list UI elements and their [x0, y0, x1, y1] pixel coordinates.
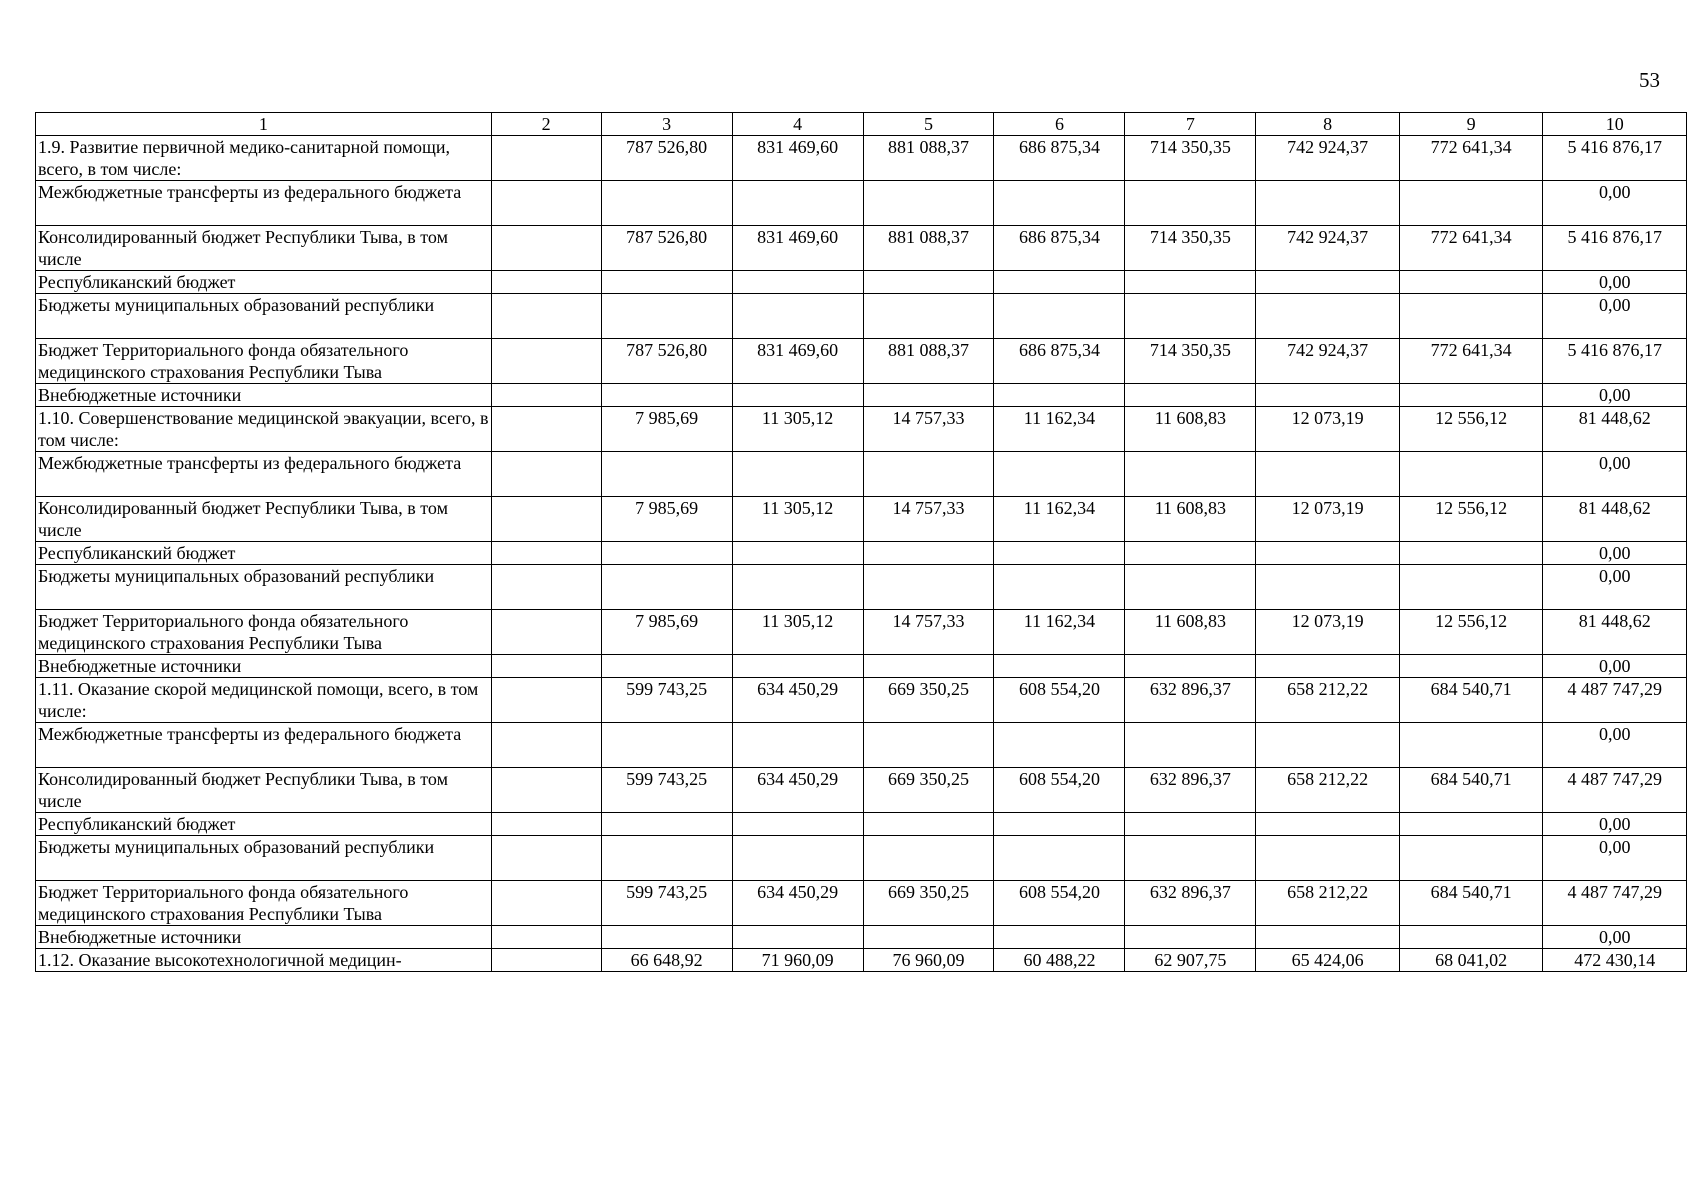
- value-cell: 599 743,25: [601, 881, 732, 926]
- value-cell: [601, 384, 732, 407]
- value-cell: [732, 271, 863, 294]
- value-cell: [1399, 384, 1543, 407]
- value-cell: 787 526,80: [601, 339, 732, 384]
- row-name-cell: Внебюджетные источники: [36, 384, 492, 407]
- value-cell: [1125, 294, 1256, 339]
- value-cell: [1256, 384, 1400, 407]
- row-name-cell: Бюджеты муниципальных образований республики: [36, 836, 492, 881]
- value-cell: 5 416 876,17: [1543, 136, 1687, 181]
- value-cell: 714 350,35: [1125, 339, 1256, 384]
- table-row: [36, 678, 1687, 723]
- value-cell: 12 556,12: [1399, 407, 1543, 452]
- value-cell: [1256, 836, 1400, 881]
- value-cell: 11 305,12: [732, 497, 863, 542]
- table-row: [36, 565, 1687, 610]
- value-cell: 7 985,69: [601, 497, 732, 542]
- value-cell: 881 088,37: [863, 339, 994, 384]
- value-cell: [1256, 542, 1400, 565]
- row-name-cell: 1.11. Оказание скорой медицинской помощи, всего, в том числе:: [36, 678, 492, 723]
- value-cell: [863, 655, 994, 678]
- row-name-cell: Консолидированный бюджет Республики Тыва, в том числе: [36, 768, 492, 813]
- value-cell: 0,00: [1543, 542, 1687, 565]
- value-cell: [1125, 723, 1256, 768]
- value-cell: [601, 723, 732, 768]
- value-cell: 669 350,25: [863, 881, 994, 926]
- value-cell: 14 757,33: [863, 610, 994, 655]
- value-cell: 11 162,34: [994, 497, 1125, 542]
- value-cell: 0,00: [1543, 565, 1687, 610]
- table-row: [36, 226, 1687, 271]
- row-name-cell: 1.12. Оказание высокотехнологичной медицин-: [36, 949, 492, 972]
- value-cell: 634 450,29: [732, 678, 863, 723]
- value-cell: [994, 181, 1125, 226]
- value-cell: [1256, 723, 1400, 768]
- value-cell: [601, 926, 732, 949]
- value-cell: [863, 181, 994, 226]
- value-cell: 81 448,62: [1543, 610, 1687, 655]
- column-header: 10: [1543, 113, 1687, 136]
- value-cell: 11 305,12: [732, 407, 863, 452]
- row-name-cell: Внебюджетные источники: [36, 655, 492, 678]
- value-cell: 0,00: [1543, 723, 1687, 768]
- row-name-cell: Бюджеты муниципальных образований республики: [36, 294, 492, 339]
- header-row: [36, 113, 1687, 136]
- value-cell: 4 487 747,29: [1543, 768, 1687, 813]
- value-cell: [1399, 836, 1543, 881]
- value-cell: 684 540,71: [1399, 678, 1543, 723]
- value-cell: 0,00: [1543, 655, 1687, 678]
- row-name-cell: Межбюджетные трансферты из федерального бюджета: [36, 723, 492, 768]
- value-cell: [1256, 926, 1400, 949]
- value-cell: [732, 181, 863, 226]
- row-name-cell: Консолидированный бюджет Республики Тыва, в том числе: [36, 226, 492, 271]
- value-cell: [1399, 926, 1543, 949]
- row-name-cell: Бюджеты муниципальных образований республики: [36, 565, 492, 610]
- value-cell: [1256, 655, 1400, 678]
- value-cell: [732, 813, 863, 836]
- value-cell: [994, 926, 1125, 949]
- value-cell: 11 608,83: [1125, 407, 1256, 452]
- value-cell: [1125, 181, 1256, 226]
- column-2-cell: [491, 407, 601, 452]
- value-cell: [732, 294, 863, 339]
- value-cell: [1125, 655, 1256, 678]
- table-row: [36, 407, 1687, 452]
- table-row: [36, 926, 1687, 949]
- value-cell: [1256, 452, 1400, 497]
- value-cell: 11 162,34: [994, 407, 1125, 452]
- row-name-cell: Бюджет Территориального фонда обязательного медицинского страхования Республики Тыва: [36, 610, 492, 655]
- column-header: 1: [36, 113, 492, 136]
- column-header: 9: [1399, 113, 1543, 136]
- value-cell: 0,00: [1543, 271, 1687, 294]
- table-row: [36, 452, 1687, 497]
- value-cell: [1399, 452, 1543, 497]
- value-cell: [601, 542, 732, 565]
- value-cell: 66 648,92: [601, 949, 732, 972]
- value-cell: 11 162,34: [994, 610, 1125, 655]
- value-cell: 714 350,35: [1125, 136, 1256, 181]
- value-cell: 608 554,20: [994, 768, 1125, 813]
- value-cell: 881 088,37: [863, 136, 994, 181]
- column-2-cell: [491, 836, 601, 881]
- column-2-cell: [491, 768, 601, 813]
- column-2-cell: [491, 949, 601, 972]
- value-cell: [601, 181, 732, 226]
- value-cell: [732, 565, 863, 610]
- value-cell: 12 073,19: [1256, 497, 1400, 542]
- table-row: [36, 271, 1687, 294]
- value-cell: 742 924,37: [1256, 136, 1400, 181]
- value-cell: 81 448,62: [1543, 407, 1687, 452]
- value-cell: 608 554,20: [994, 678, 1125, 723]
- value-cell: [732, 384, 863, 407]
- value-cell: [1125, 271, 1256, 294]
- value-cell: [994, 836, 1125, 881]
- value-cell: [732, 655, 863, 678]
- value-cell: [732, 542, 863, 565]
- value-cell: [1125, 384, 1256, 407]
- value-cell: 632 896,37: [1125, 768, 1256, 813]
- value-cell: 742 924,37: [1256, 226, 1400, 271]
- page-number: 53: [1639, 68, 1660, 92]
- row-name-cell: Консолидированный бюджет Республики Тыва, в том числе: [36, 497, 492, 542]
- row-name-cell: 1.9. Развитие первичной медико-санитарной помощи, всего, в том числе:: [36, 136, 492, 181]
- value-cell: 12 556,12: [1399, 610, 1543, 655]
- value-cell: 0,00: [1543, 836, 1687, 881]
- budget-table: [35, 112, 1687, 972]
- value-cell: [1399, 813, 1543, 836]
- column-2-cell: [491, 813, 601, 836]
- value-cell: 0,00: [1543, 452, 1687, 497]
- value-cell: 787 526,80: [601, 226, 732, 271]
- value-cell: 599 743,25: [601, 768, 732, 813]
- value-cell: 599 743,25: [601, 678, 732, 723]
- column-2-cell: [491, 271, 601, 294]
- value-cell: [601, 271, 732, 294]
- table-row: [36, 949, 1687, 972]
- value-cell: 11 608,83: [1125, 610, 1256, 655]
- table-row: [36, 339, 1687, 384]
- column-2-cell: [491, 542, 601, 565]
- row-name-cell: Внебюджетные источники: [36, 926, 492, 949]
- row-name-cell: Республиканский бюджет: [36, 813, 492, 836]
- column-2-cell: [491, 565, 601, 610]
- value-cell: [994, 565, 1125, 610]
- value-cell: [863, 452, 994, 497]
- value-cell: [994, 813, 1125, 836]
- value-cell: 68 041,02: [1399, 949, 1543, 972]
- value-cell: [1399, 723, 1543, 768]
- value-cell: 81 448,62: [1543, 497, 1687, 542]
- value-cell: [1399, 655, 1543, 678]
- value-cell: 0,00: [1543, 926, 1687, 949]
- value-cell: [863, 271, 994, 294]
- table-row: [36, 610, 1687, 655]
- value-cell: [601, 655, 732, 678]
- value-cell: 881 088,37: [863, 226, 994, 271]
- table-body: [36, 136, 1687, 972]
- value-cell: [601, 836, 732, 881]
- row-name-cell: Республиканский бюджет: [36, 542, 492, 565]
- column-2-cell: [491, 339, 601, 384]
- table-row: [36, 497, 1687, 542]
- table-row: [36, 836, 1687, 881]
- value-cell: 772 641,34: [1399, 136, 1543, 181]
- value-cell: 0,00: [1543, 294, 1687, 339]
- value-cell: 5 416 876,17: [1543, 339, 1687, 384]
- column-2-cell: [491, 926, 601, 949]
- column-2-cell: [491, 497, 601, 542]
- value-cell: [1125, 565, 1256, 610]
- column-2-cell: [491, 226, 601, 271]
- value-cell: [1256, 813, 1400, 836]
- value-cell: [1256, 565, 1400, 610]
- value-cell: 4 487 747,29: [1543, 678, 1687, 723]
- value-cell: [994, 542, 1125, 565]
- value-cell: 7 985,69: [601, 407, 732, 452]
- value-cell: [601, 294, 732, 339]
- value-cell: [1125, 836, 1256, 881]
- value-cell: 684 540,71: [1399, 768, 1543, 813]
- table-row: [36, 768, 1687, 813]
- value-cell: 12 556,12: [1399, 497, 1543, 542]
- value-cell: 669 350,25: [863, 768, 994, 813]
- row-name-cell: Республиканский бюджет: [36, 271, 492, 294]
- value-cell: [1125, 452, 1256, 497]
- table-row: [36, 136, 1687, 181]
- value-cell: 65 424,06: [1256, 949, 1400, 972]
- column-2-cell: [491, 678, 601, 723]
- value-cell: 831 469,60: [732, 136, 863, 181]
- value-cell: 669 350,25: [863, 678, 994, 723]
- value-cell: [863, 836, 994, 881]
- value-cell: 632 896,37: [1125, 881, 1256, 926]
- value-cell: 14 757,33: [863, 497, 994, 542]
- value-cell: [1256, 294, 1400, 339]
- value-cell: 0,00: [1543, 384, 1687, 407]
- value-cell: 634 450,29: [732, 881, 863, 926]
- value-cell: 472 430,14: [1543, 949, 1687, 972]
- value-cell: [863, 813, 994, 836]
- value-cell: 686 875,34: [994, 226, 1125, 271]
- value-cell: 658 212,22: [1256, 768, 1400, 813]
- value-cell: 714 350,35: [1125, 226, 1256, 271]
- value-cell: 772 641,34: [1399, 339, 1543, 384]
- value-cell: [1399, 181, 1543, 226]
- table-row: [36, 542, 1687, 565]
- column-header: 2: [491, 113, 601, 136]
- value-cell: 632 896,37: [1125, 678, 1256, 723]
- value-cell: [1125, 926, 1256, 949]
- value-cell: 831 469,60: [732, 339, 863, 384]
- value-cell: 0,00: [1543, 181, 1687, 226]
- table-row: [36, 881, 1687, 926]
- value-cell: [732, 723, 863, 768]
- value-cell: [863, 926, 994, 949]
- row-name-cell: Бюджет Территориального фонда обязательного медицинского страхования Республики Тыва: [36, 339, 492, 384]
- row-name-cell: Межбюджетные трансферты из федерального бюджета: [36, 181, 492, 226]
- value-cell: [863, 542, 994, 565]
- column-2-cell: [491, 136, 601, 181]
- value-cell: [994, 271, 1125, 294]
- value-cell: [1125, 813, 1256, 836]
- value-cell: [863, 294, 994, 339]
- column-2-cell: [491, 181, 601, 226]
- value-cell: [1399, 271, 1543, 294]
- column-header: 8: [1256, 113, 1400, 136]
- value-cell: [994, 655, 1125, 678]
- value-cell: 5 416 876,17: [1543, 226, 1687, 271]
- column-2-cell: [491, 452, 601, 497]
- value-cell: 686 875,34: [994, 136, 1125, 181]
- column-2-cell: [491, 610, 601, 655]
- value-cell: [994, 384, 1125, 407]
- value-cell: [1256, 271, 1400, 294]
- table-row: [36, 384, 1687, 407]
- value-cell: 11 305,12: [732, 610, 863, 655]
- table-row: [36, 813, 1687, 836]
- value-cell: [1256, 181, 1400, 226]
- value-cell: 684 540,71: [1399, 881, 1543, 926]
- column-2-cell: [491, 294, 601, 339]
- value-cell: 772 641,34: [1399, 226, 1543, 271]
- table-row: [36, 294, 1687, 339]
- value-cell: 742 924,37: [1256, 339, 1400, 384]
- value-cell: [1125, 542, 1256, 565]
- column-2-cell: [491, 881, 601, 926]
- column-2-cell: [491, 384, 601, 407]
- column-header: 3: [601, 113, 732, 136]
- value-cell: [994, 452, 1125, 497]
- column-header: 5: [863, 113, 994, 136]
- value-cell: 76 960,09: [863, 949, 994, 972]
- value-cell: [863, 723, 994, 768]
- value-cell: 686 875,34: [994, 339, 1125, 384]
- value-cell: 12 073,19: [1256, 610, 1400, 655]
- value-cell: [863, 384, 994, 407]
- value-cell: [1399, 542, 1543, 565]
- value-cell: 831 469,60: [732, 226, 863, 271]
- value-cell: 71 960,09: [732, 949, 863, 972]
- value-cell: 0,00: [1543, 813, 1687, 836]
- column-header: 4: [732, 113, 863, 136]
- table-row: [36, 655, 1687, 678]
- value-cell: 7 985,69: [601, 610, 732, 655]
- value-cell: 14 757,33: [863, 407, 994, 452]
- value-cell: 608 554,20: [994, 881, 1125, 926]
- value-cell: 4 487 747,29: [1543, 881, 1687, 926]
- value-cell: [732, 452, 863, 497]
- value-cell: [732, 836, 863, 881]
- value-cell: 60 488,22: [994, 949, 1125, 972]
- value-cell: [1399, 294, 1543, 339]
- value-cell: 658 212,22: [1256, 678, 1400, 723]
- value-cell: [863, 565, 994, 610]
- row-name-cell: 1.10. Совершенствование медицинской эвакуации, всего, в том числе:: [36, 407, 492, 452]
- table-row: [36, 181, 1687, 226]
- value-cell: [601, 813, 732, 836]
- value-cell: 11 608,83: [1125, 497, 1256, 542]
- value-cell: [601, 452, 732, 497]
- value-cell: [994, 723, 1125, 768]
- column-header: 7: [1125, 113, 1256, 136]
- column-2-cell: [491, 723, 601, 768]
- value-cell: 12 073,19: [1256, 407, 1400, 452]
- value-cell: [994, 294, 1125, 339]
- value-cell: 62 907,75: [1125, 949, 1256, 972]
- row-name-cell: Бюджет Территориального фонда обязательного медицинского страхования Республики Тыва: [36, 881, 492, 926]
- column-2-cell: [491, 655, 601, 678]
- value-cell: 787 526,80: [601, 136, 732, 181]
- table-row: [36, 723, 1687, 768]
- value-cell: [1399, 565, 1543, 610]
- row-name-cell: Межбюджетные трансферты из федерального бюджета: [36, 452, 492, 497]
- value-cell: [732, 926, 863, 949]
- value-cell: 634 450,29: [732, 768, 863, 813]
- value-cell: 658 212,22: [1256, 881, 1400, 926]
- column-header: 6: [994, 113, 1125, 136]
- value-cell: [601, 565, 732, 610]
